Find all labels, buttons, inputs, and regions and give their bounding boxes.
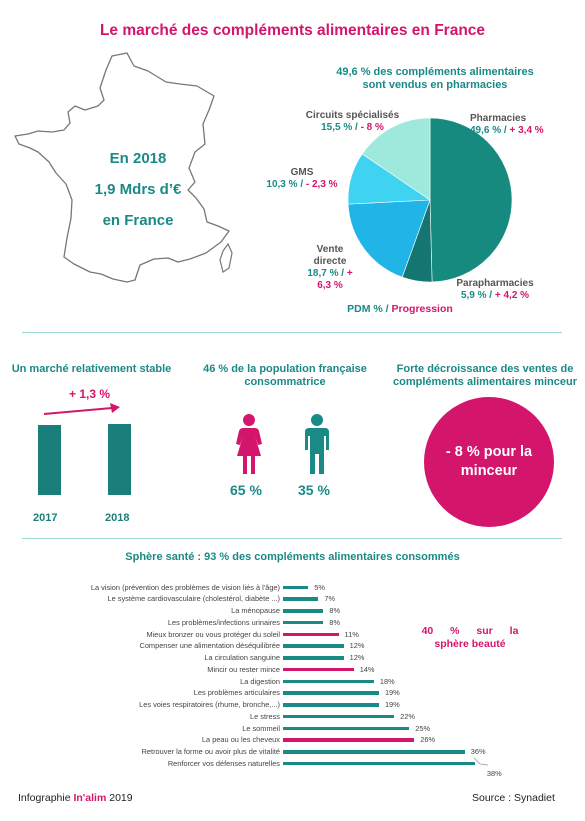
- health-bar: [283, 633, 339, 637]
- legend-sep: /: [382, 303, 392, 315]
- health-bar: [283, 703, 379, 707]
- market-size-line3: en France: [102, 212, 174, 229]
- pie-label-prog: - 2,3 %: [305, 179, 338, 190]
- bar-value-label: 5%: [314, 582, 325, 592]
- pie-label-name: Parapharmacies: [456, 278, 534, 289]
- health-bar: [283, 680, 374, 684]
- health-bar: [283, 597, 318, 601]
- bar-category-label: La circulation sanguine: [204, 653, 280, 662]
- footer-credit: [18, 792, 133, 804]
- population-title-line2: consommatrice: [244, 376, 326, 388]
- pie-label-sep: /: [501, 125, 510, 136]
- pie-label-sep: /: [297, 179, 306, 190]
- footer-credit-b: 2019: [106, 792, 133, 804]
- health-bar: [283, 609, 323, 613]
- bar-category-label: La peau ou les cheveux: [201, 735, 280, 745]
- legend-progression: Progression: [391, 303, 453, 315]
- health-bar: [283, 621, 323, 625]
- pie-label-pdm: 5,9 %: [460, 290, 487, 301]
- pie-label-name: Pharmacies: [470, 113, 527, 124]
- bar-category-label: Le stress: [250, 711, 280, 721]
- pie-label-pdm: 10,3 %: [266, 179, 298, 190]
- pie-label-sep: /: [486, 290, 495, 301]
- legend-pdm: PDM %: [347, 303, 383, 315]
- bar-value-label: 12%: [349, 653, 365, 662]
- population-title-line1: 46 % de la population française: [203, 363, 367, 375]
- bar-value-label: 7%: [324, 594, 336, 604]
- pie-label-sep: /: [352, 122, 361, 133]
- bar-category-label: Les problèmes/infections urinaires: [167, 617, 280, 627]
- pie-label-name: Circuits spécialisés: [305, 110, 400, 121]
- bar-value-label: 19%: [384, 688, 400, 698]
- growth-label: + 1,3 %: [69, 387, 111, 401]
- pie-label-prog2: 6,3 %: [317, 280, 343, 291]
- market-size-line2: 1,9 Mdrs d’€: [94, 181, 182, 198]
- bar-value-label: 11%: [344, 629, 359, 639]
- footer-source: Source : Synadiet: [472, 792, 555, 804]
- pie-label-pdm: 49,6 %: [470, 125, 502, 136]
- health-bar: [283, 762, 475, 766]
- health-bar: [283, 656, 344, 660]
- bar-value-label: 36%: [470, 747, 486, 756]
- minceur-circle-line1: - 8 % pour la: [445, 444, 533, 460]
- beauty-line2: sphère beauté: [434, 638, 506, 650]
- men-percent: 35 %: [298, 482, 330, 498]
- sante-title: Sphère santé : 93 % des compléments alimentaires consommés: [125, 551, 460, 563]
- pie-label-name: GMS: [290, 167, 314, 178]
- bar-value-label: 38%: [486, 769, 502, 779]
- pie-label-prog: + 4,2 %: [494, 290, 530, 301]
- year-2017-label: 2017: [33, 512, 58, 524]
- health-bar: [283, 715, 394, 719]
- page-title: Le marché des compléments alimentaires en France: [99, 22, 486, 39]
- stable-title: Un marché relativement stable: [11, 363, 172, 375]
- minceur-circle-line2: minceur: [460, 463, 518, 479]
- bar-category-label: Mincir ou rester mince: [207, 664, 280, 674]
- pie-label-prog1: +: [346, 268, 353, 279]
- pie-label-prog: + 3,4 %: [509, 125, 544, 136]
- minceur-title-line1: Forte décroissance des ventes de: [396, 363, 574, 375]
- bar-category-label: Le sommeil: [242, 723, 280, 733]
- pie-headline-line2: sont vendus en pharmacies: [362, 79, 508, 91]
- year-2018-label: 2018: [105, 512, 130, 524]
- footer-credit-a: Infographie: [18, 792, 74, 804]
- bar-value-label: 18%: [379, 676, 395, 686]
- bar-value-label: 8%: [329, 606, 341, 615]
- health-bar: [283, 586, 308, 590]
- bar-value-label: 12%: [349, 641, 365, 651]
- women-percent: 65 %: [230, 482, 262, 498]
- pie-label-pdm: 15,5 %: [321, 122, 353, 133]
- bar-value-label: 8%: [329, 617, 341, 627]
- pie-headline-line1: 49,6 % des compléments alimentaires: [336, 66, 534, 78]
- minceur-title-line2: compléments alimentaires minceur: [392, 376, 577, 388]
- beauty-line1: 40 % sur la: [421, 625, 519, 637]
- bar-value-label: 25%: [415, 723, 431, 733]
- bar-category-label: Les problèmes articulaires: [193, 688, 280, 698]
- bar-category-label: Le système cardiovasculaire (cholestérol, diabète ...): [107, 594, 280, 604]
- bar-category-label: Retrouver la forme ou avoir plus de vitalité: [141, 747, 280, 756]
- market-size-line1: En 2018: [109, 150, 167, 167]
- bar-category-label: Compenser une alimentation déséquilibrée: [139, 641, 280, 651]
- bar-value-label: 22%: [400, 711, 415, 721]
- bar-category-label: Renforcer vos défenses naturelles: [167, 758, 280, 768]
- beauty-callout: [415, 625, 525, 651]
- bar-value-label: 14%: [359, 664, 375, 674]
- health-bar: [283, 738, 414, 742]
- health-bar: [283, 727, 409, 731]
- pie-label-name2: directe: [313, 256, 347, 267]
- bar-category-label: La vision (prévention des problèmes de vision liés à l'âge): [90, 582, 280, 592]
- bar-value-label: 26%: [420, 735, 436, 745]
- bar-category-label: La digestion: [240, 676, 280, 686]
- pie-label-prog: - 8 %: [360, 122, 384, 133]
- pie-label-name1: Vente: [316, 244, 344, 255]
- health-bar: [283, 750, 465, 754]
- bar-category-label: Mieux bronzer ou vous protéger du soleil: [146, 629, 280, 639]
- pie-label-pdm: 18,7 %: [307, 268, 339, 279]
- bar-value-label: 19%: [384, 700, 400, 709]
- pie-label-sep: /: [338, 268, 347, 279]
- bar-category-label: Les voies respiratoires (rhume, bronche,...): [139, 700, 280, 709]
- value-leader-line: [472, 756, 492, 768]
- health-bar: [283, 644, 344, 648]
- health-bar: [283, 668, 354, 672]
- footer-brand: In'alim: [73, 792, 107, 804]
- bar-category-label: La ménopause: [231, 606, 280, 615]
- health-bar: [283, 691, 379, 695]
